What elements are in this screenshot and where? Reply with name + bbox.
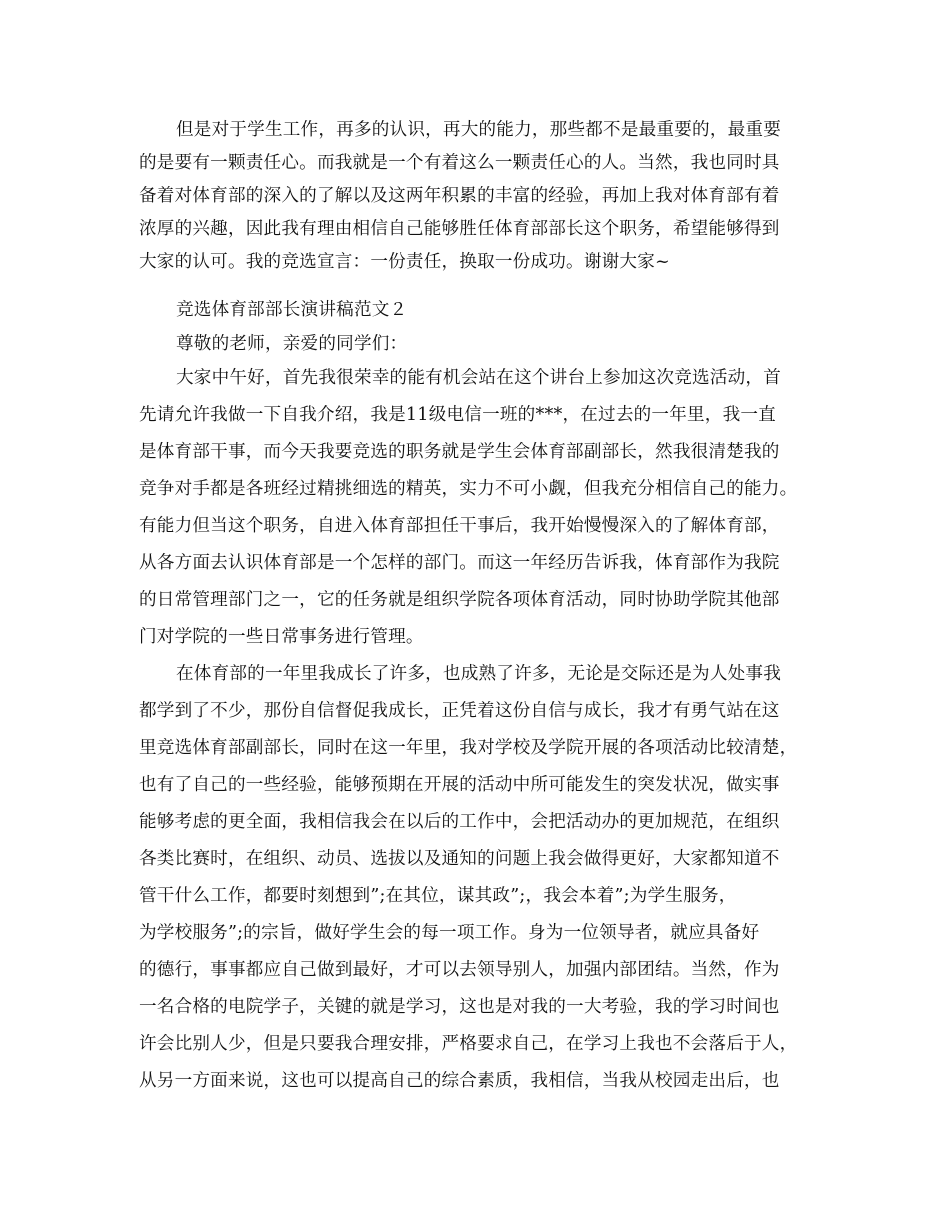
text-line: 为学校服务”;的宗旨，做好学生会的每一项工作。身为一位领导者，就应具备好 [139,923,760,943]
text-line: 竞争对手都是各班经过精挑细选的精英，实力不可小觑，但我充分相信自己的能力。 [139,479,798,499]
text-line: 浓厚的兴趣，因此我有理由相信自己能够胜任体育部部长这个职务，希望能够得到 [139,219,780,239]
text-line: 有能力但当这个职务，自进入体育部担任干事后，我开始慢慢深入的了解体育部， [139,516,780,536]
text-line: 在体育部的一年里我成长了许多，也成熟了许多，无论是交际还是为人处事我 [176,664,781,684]
text-line: 各类比赛时，在组织、动员、选拔以及通知的问题上我会做得更好，大家都知道不 [139,849,780,869]
text-line: 从另一方面来说，这也可以提高自己的综合素质，我相信，当我从校园走出后，也 [139,1071,780,1091]
text-line: 门对学院的一些日常事务进行管理。 [139,627,424,647]
text-line: 的德行，事事都应自己做到最好，才可以去领导别人，加强内部团结。当然，作为 [139,960,780,980]
salutation: 尊敬的老师，亲爱的同学们： [176,334,408,354]
text-line: 大家的认可。我的竞选宣言：一份责任，换取一份成功。谢谢大家~ [139,252,670,272]
text-line: 大家中午好，首先我很荣幸的能有机会站在这个讲台上参加这次竞选活动，首 [176,368,781,388]
text-line: 先请允许我做一下自我介绍，我是11级电信一班的***，在过去的一年里，我一直 [139,405,776,425]
text-line: 一名合格的电院学子，关键的就是学习，这也是对我的一大考验，我的学习时间也 [139,997,780,1017]
text-line: 的日常管理部门之一，它的任务就是组织学院各项体育活动，同时协助学院其他部 [139,590,780,610]
section-heading: 竞选体育部部长演讲稿范文２ [176,300,408,320]
text-line: 从各方面去认识体育部是一个怎样的部门。而这一年经历告诉我，体育部作为我院 [139,553,780,573]
text-line: 能够考虑的更全面，我相信我会在以后的工作中，会把活动办的更加规范，在组织 [139,812,780,832]
text-line: 备着对体育部的深入的了解以及这两年积累的丰富的经验，再加上我对体育部有着 [139,186,780,206]
text-line: 都学到了不少，那份自信督促我成长，正凭着这份自信与成长，我才有勇气站在这 [139,701,780,721]
text-line: 是体育部干事，而今天我要竞选的职务就是学生会体育部副部长，然我很清楚我的 [139,442,780,462]
text-line: 管干什么工作，都要时刻想到”;在其位，谋其政”;，我会本着”;为学生服务， [139,886,737,906]
text-line: 里竞选体育部副部长，同时在这一年里，我对学校及学院开展的各项活动比较清楚， [139,738,798,758]
text-line: 的是要有一颗责任心。而我就是一个有着这么一颗责任心的人。当然，我也同时具 [139,153,780,173]
text-line: 也有了自己的一些经验，能够预期在开展的活动中所可能发生的突发状况，做实事 [139,775,780,795]
text-line: 但是对于学生工作，再多的认识，再大的能力，那些都不是最重要的，最重要 [176,120,781,140]
text-line: 许会比别人少，但是只要我合理安排，严格要求自己，在学习上我也不会落后于人， [139,1034,798,1054]
